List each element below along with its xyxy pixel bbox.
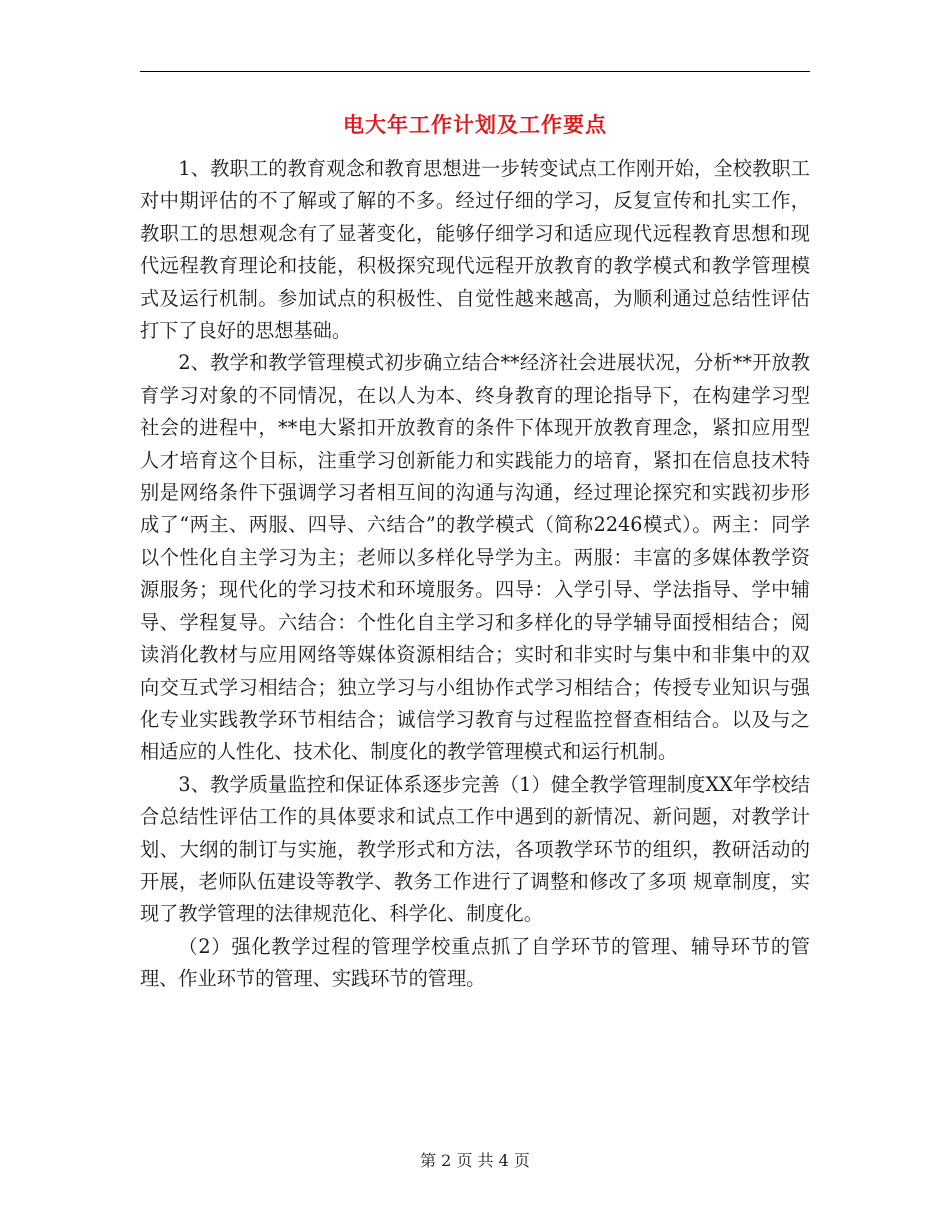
paragraph-1: 1、教职工的教育观念和教育思想进一步转变试点工作刚开始，全校教职工对中期评估的不了解或了解的不多。经过仔细的学习，反复宣传和扎实工作，教职工的思想观念有了显著变化，能够仔细学习和适应现代远程教育思想和现代远程教育理论和技能，积极探究现代远程开放教育的教学模式和教学管理模式及运行机制。参加试点的积极性、自觉性越来越高，为顺利通过总结性评估打下了良好的思想基础。 <box>140 157 810 343</box>
page-number-footer: 第 2 页 共 4 页 <box>420 1151 530 1170</box>
document-title: 电大年工作计划及工作要点 <box>343 113 607 137</box>
document-body <box>140 153 810 996</box>
paragraph-2: 2、教学和教学管理模式初步确立结合**经济社会进展状况，分析**开放教育学习对象的不同情况，在以人为本、终身教育的理论指导下，在构建学习型社会的进程中，**电大紧扣开放教育的条件下体现开放教育理念，紧扣应用型人才培育这个目标，注重学习创新能力和实践能力的培育，紧扣在信息技术特别是网络条件下强调学习者相互间的沟通与沟通，经过理论探究和实践初步形成了“两主、两服、四导、六结合”的教学模式（简称2246模式）。两主：同学以个性化自主学习为主；老师以多样化导学为主。两服：丰富的多媒体教学资源服务；现代化的学习技术和环境服务。四导：入学引导、学法指导、学中辅导、学程复导。六结合：个性化自主学习和多样化的导学辅导面授相结合；阅读消化教材与应用网络等媒体资源相结合；实时和非实时与集中和非集中的双向交互式学习相结合；独立学习与小组协作式学习相结合；传授专业知识与强化专业实践教学环节相结合；诚信学习教育与过程监控督查相结合。以及与之相适应的人性化、技术化、制度化的教学管理模式和运行机制。 <box>140 351 810 764</box>
header-rule <box>140 71 810 72</box>
paragraph-4: （2）强化教学过程的管理学校重点抓了自学环节的管理、辅导环节的管理、作业环节的管理、实践环节的管理。 <box>140 934 810 991</box>
paragraph-3: 3、教学质量监控和保证体系逐步完善（1）健全教学管理制度XX年学校结合总结性评估工作的具体要求和试点工作中遇到的新情况、新问题，对教学计划、大纲的制订与实施，教学形式和方法，各项教学环节的组织，教研活动的开展，老师队伍建设等教学、教务工作进行了调整和修改了多项 规章制度，实现了教学管理的法律规范化、科学化、制度化。 <box>140 772 810 926</box>
